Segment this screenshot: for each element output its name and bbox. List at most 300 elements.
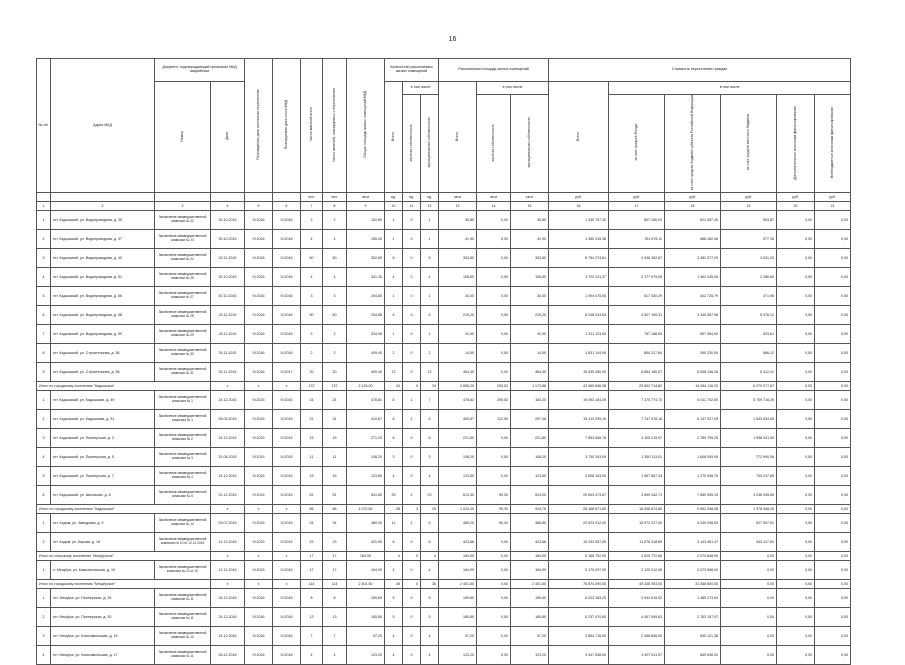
table-cell: 219,20 (439, 305, 477, 324)
table-cell: 51 (323, 485, 347, 504)
table-cell: x (211, 551, 245, 560)
table-cell: 24.12.2016 (211, 626, 245, 645)
table-cell: 0,00 (815, 210, 851, 229)
table-cell: 28 368 871,80 (549, 504, 609, 513)
table-cell: 25 802 714,82 (609, 381, 665, 390)
table-cell: 2 (37, 607, 51, 626)
col-cost-all: Всего (575, 131, 580, 141)
table-cell: 5 (385, 607, 403, 626)
table-cell: IV.2016 (273, 588, 301, 607)
table-cell: 22.12.2015 (211, 485, 245, 504)
table-cell: 0,00 (777, 409, 815, 428)
table-cell: 4 (323, 229, 347, 248)
table-cell: x (245, 579, 273, 588)
table-cell: 1 (37, 390, 51, 409)
table-cell: 666,12 (721, 343, 777, 362)
table-row (37, 466, 894, 485)
address-cell: пгт. Кадошский, ул. Пионерская, д. 5 (51, 447, 155, 466)
table-cell: 164,99 (511, 551, 549, 560)
table-cell: 0 (403, 551, 421, 560)
table-cell: 9 (421, 513, 439, 532)
table-cell: IV.2016 (245, 362, 273, 381)
table-cell: 114 (301, 579, 323, 588)
table-cell: 15 (301, 466, 323, 485)
table-cell: 30.10.2015 (211, 267, 245, 286)
table-cell: IV.2016 (273, 248, 301, 267)
table-cell: 478,82 (439, 390, 477, 409)
table-cell: 0 (403, 560, 421, 579)
table-cell: 25 (421, 504, 439, 513)
col-cost: Стоимость переселения граждан (549, 59, 851, 82)
table-cell: 3 105 215,97 (609, 428, 665, 447)
table-cell: 0,00 (721, 607, 777, 626)
table-cell: чел. (301, 192, 323, 201)
table-cell: 0,00 (721, 579, 777, 588)
col-rooms-count: Количество расселяемых жилых помещений (385, 59, 439, 82)
table-cell: 0,00 (777, 560, 815, 579)
subtotal-label: Итого по сельскому поселению "Мещёрское" (37, 551, 211, 560)
table-cell: 15 293 057,05 (549, 532, 609, 551)
doc-cell: Заключение межведомственной комиссии № 11 (155, 588, 211, 607)
table-cell: 1 350 315,36 (549, 229, 609, 248)
table-cell: 2 177 979,65 (609, 267, 665, 286)
table-cell: 8 (301, 588, 323, 607)
table-cell: 4 (323, 645, 347, 664)
table-cell: 0,00 (777, 428, 815, 447)
table-cell: IV.2017 (273, 362, 301, 381)
table-cell: 19 093 154,09 (549, 390, 609, 409)
table-cell: IV.2015 (245, 409, 273, 428)
table-cell: 3 899 342,71 (609, 485, 665, 504)
table-cell: 8 (37, 343, 51, 362)
table-cell: IV.2015 (273, 390, 301, 409)
col-cost-region: за счет средств бюджета субъекта Российской Федерации (689, 95, 694, 191)
table-cell: 17 (323, 551, 347, 560)
table-cell: 4 (37, 645, 51, 664)
col-cost-fund: за счет средств Фонда (633, 124, 638, 161)
table-cell: 0,00 (815, 513, 851, 532)
address-cell: пгт. Мещёра, ул. Пионерская, д. 26 (51, 588, 155, 607)
table-cell: 7 853 608,78 (549, 428, 609, 447)
table-cell: 3 730 343,09 (549, 447, 609, 466)
table-cell: 41,90 (511, 229, 549, 248)
table-cell (273, 192, 301, 201)
table-cell: 17 (323, 560, 347, 579)
table-cell: 99,30 (477, 504, 511, 513)
table-cell: 2 789 795,25 (665, 428, 721, 447)
table-row (37, 626, 894, 645)
table-cell: 1 543 834,60 (721, 409, 777, 428)
table-cell: 18 598 674,80 (609, 504, 665, 513)
table-cell: 24 (301, 390, 323, 409)
table-cell: чел. (323, 192, 347, 201)
table-cell: 36 (421, 579, 439, 588)
table-cell: 1 (37, 201, 51, 210)
table-cell: 3 (323, 286, 347, 305)
table-cell: 557 084,92 (665, 324, 721, 343)
table-cell: 1 978 498,40 (721, 504, 777, 513)
col-area-private: частная собственность (490, 123, 495, 162)
table-cell: IV.2016 (273, 343, 301, 362)
table-cell: кв.м (439, 192, 477, 201)
table-cell: 86 (301, 504, 323, 513)
table-cell: 20 (323, 362, 347, 381)
table-cell: 0,00 (777, 267, 815, 286)
table-cell: IV.2016 (273, 229, 301, 248)
table-cell: 3 702 311,37 (549, 267, 609, 286)
table-cell: 443 417,81 (721, 532, 777, 551)
table-cell: 0,00 (815, 409, 851, 428)
address-cell: пгт. Кадошский, ул. Пионерская, д. 7 (51, 466, 155, 485)
table-cell: 3 125 012,96 (609, 560, 665, 579)
table-cell: 164,99 (347, 560, 385, 579)
col-planned-end: Планируемая дата окончания переселения (255, 89, 260, 160)
table-cell: 123,60 (347, 466, 385, 485)
table-cell: IV.2015 (245, 390, 273, 409)
table-cell: 13 (439, 201, 477, 210)
table-cell: 0,00 (815, 626, 851, 645)
table-cell: 4 407 549,83 (609, 607, 665, 626)
table-cell: 5 023 183,25 (549, 588, 609, 607)
table-row (37, 210, 894, 229)
table-cell: 0,00 (721, 551, 777, 560)
table-cell: IV.2015 (273, 428, 301, 447)
table-cell: 6 (421, 409, 439, 428)
table-cell: 2 (51, 201, 155, 210)
table-cell: 7 850 595,19 (665, 485, 721, 504)
table-cell: 3 (421, 447, 439, 466)
table-cell: 28 (385, 504, 403, 513)
table-cell: 3 248 935,65 (721, 485, 777, 504)
table-cell: 341,30 (347, 267, 385, 286)
table-cell: 34 (301, 513, 323, 532)
table-cell: 4 (323, 267, 347, 286)
table-cell: 2 401,50 (439, 579, 477, 588)
table-cell: 20 (301, 362, 323, 381)
table-cell: IV.2015 (273, 485, 301, 504)
table-cell: 25 (385, 485, 403, 504)
col-address: Адрес МКД (51, 59, 155, 193)
table-cell: 0,00 (815, 428, 851, 447)
table-cell: 12 (421, 201, 439, 210)
table-cell: IV.2016 (245, 305, 273, 324)
table-cell: 0,00 (777, 466, 815, 485)
table-cell: 2 (323, 210, 347, 229)
doc-cell: Заключение межведомственной комиссии № 23 (155, 229, 211, 248)
doc-cell: Заключение межведомственной комиссии № 10 от 10 (155, 560, 211, 579)
col-rooms-municipal: муниципальная собственность (426, 117, 431, 168)
table-cell: 0,00 (815, 447, 851, 466)
table-cell: 13 (323, 607, 347, 626)
table-cell: 2 895,20 (439, 381, 477, 390)
table-cell: IV.2015 (245, 513, 273, 532)
table-cell: x (245, 504, 273, 513)
table-cell: x (245, 381, 273, 390)
table-cell: 5 040 098,53 (665, 513, 721, 532)
table-cell: 303,80 (511, 248, 549, 267)
table-cell: 41,90 (439, 324, 477, 343)
table-cell: IV.2015 (245, 428, 273, 447)
table-cell: IV.2016 (273, 626, 301, 645)
table-cell: 757 168,53 (609, 324, 665, 343)
table-cell: 1 485 273,54 (665, 588, 721, 607)
table-cell: 2 125,00 (347, 381, 385, 390)
table-cell: 3 631,20 (721, 248, 777, 267)
table-cell: 9 (347, 201, 385, 210)
table-cell: 0,00 (477, 229, 511, 248)
table-cell: 30.11.2015 (211, 362, 245, 381)
table-cell: руб. (815, 192, 851, 201)
table-cell: 50,40 (477, 513, 511, 532)
table-row (37, 560, 894, 579)
table-cell: 709 247,85 (721, 466, 777, 485)
table-cell: 2 074 848,00 (665, 551, 721, 560)
table-cell: 807 106,94 (609, 210, 665, 229)
doc-cell: Заключение межведомственной комиссии № 5 (155, 485, 211, 504)
table-cell: 43 969 656,38 (549, 381, 609, 390)
table-cell: 0,00 (815, 466, 851, 485)
table-cell: 1 311 123,53 (549, 324, 609, 343)
table-cell: 164,99 (347, 551, 385, 560)
table-cell: 23 (301, 532, 323, 551)
table-cell: 1 (37, 210, 51, 229)
table-cell: 3 382 577,29 (665, 248, 721, 267)
table-cell: IV.2015 (245, 485, 273, 504)
table-cell: 8 (385, 390, 403, 409)
table-cell: 527 507,91 (721, 513, 777, 532)
table-cell: 613,30 (439, 485, 477, 504)
doc-cell: Заключение межведомственной комиссии № 24 (155, 248, 211, 267)
table-cell: 14,50 (439, 343, 477, 362)
table-cell: 299,52 (477, 390, 511, 409)
table-cell: 849 638,33 (665, 645, 721, 664)
table-cell: 0,00 (815, 324, 851, 343)
table-cell: 2 (301, 210, 323, 229)
table-cell: 0,00 (477, 626, 511, 645)
table-cell: 99,30 (477, 485, 511, 504)
table-cell: 12.12.2016 (211, 532, 245, 551)
table-row (37, 428, 894, 447)
subtotal-row (37, 579, 894, 588)
table-cell (51, 192, 155, 201)
table-cell: x (211, 579, 245, 588)
table-cell: 0,00 (815, 362, 851, 381)
table-cell: 7 (301, 201, 323, 210)
table-cell: 123,60 (511, 466, 549, 485)
table-cell: IV.2016 (245, 248, 273, 267)
table-cell: 3 (37, 428, 51, 447)
address-cell: пгт. Кадошский, ул. Строительная, д. 56 (51, 343, 155, 362)
table-cell: 0,00 (815, 485, 851, 504)
table-cell: 630 121,38 (665, 626, 721, 645)
table-cell: 1 (421, 229, 439, 248)
table-cell: 271,20 (347, 428, 385, 447)
table-cell: 1 631 144,99 (549, 343, 609, 362)
table-cell: 5 168 702,00 (549, 551, 609, 560)
col-doc-number: Номер (179, 130, 184, 142)
table-cell: 31 368 800,00 (665, 579, 721, 588)
table-cell: 24.12.2015 (211, 428, 245, 447)
table-cell: 1 (421, 286, 439, 305)
table-cell: 13 (301, 607, 323, 626)
address-cell: пгт. Кадошский, ул. Водопроводная, д. 35 (51, 210, 155, 229)
table-cell: 0,00 (777, 343, 815, 362)
table-cell: 3 (37, 248, 51, 267)
table-cell: IV.2016 (273, 210, 301, 229)
table-cell: 108,20 (511, 447, 549, 466)
table-cell: 464,40 (511, 362, 549, 381)
col-area-all: Всего (454, 131, 459, 141)
table-cell: 0 (403, 248, 421, 267)
table-cell: 1 462 045,06 (665, 267, 721, 286)
table-cell: 12 (385, 362, 403, 381)
table-cell: 20.11.2015 (211, 305, 245, 324)
table-cell: 6 011 702,69 (665, 390, 721, 409)
table-row (37, 248, 894, 267)
table-cell: 159,60 (439, 588, 477, 607)
table-cell: 50 (323, 305, 347, 324)
table-cell: 4 (421, 560, 439, 579)
table-cell: 165,80 (511, 607, 549, 626)
table-cell: 0,00 (477, 645, 511, 664)
col-cost-by-source: в том числе (609, 82, 851, 95)
table-cell: 1 173,86 (511, 381, 549, 390)
table-row (37, 343, 894, 362)
page-number: 16 (448, 36, 457, 43)
table-cell: 2 466 846,00 (609, 626, 665, 645)
table-cell: 17 (609, 201, 665, 210)
table-cell: 2 153 157,97 (665, 607, 721, 626)
table-cell: IV.2016 (245, 645, 273, 664)
table-body (37, 192, 894, 664)
table-cell: 41,90 (439, 229, 477, 248)
table-cell: 108,20 (439, 447, 477, 466)
table-cell: 20.11.2015 (211, 248, 245, 267)
table-cell: IV.2016 (245, 588, 273, 607)
table-cell: 26.12.2016 (211, 645, 245, 664)
address-cell: пгт. Кадом, ул. Заводская, д. 9 (51, 513, 155, 532)
units-row (37, 192, 894, 201)
table-cell: 0 (403, 305, 421, 324)
table-cell: 7 375 774,72 (609, 390, 665, 409)
table-cell: IV.2016 (273, 645, 301, 664)
table-cell: 18 084 116,20 (665, 381, 721, 390)
table-cell: 3 947 538,00 (549, 645, 609, 664)
doc-cell: Заключение межведомственной комиссии № 30 (155, 343, 211, 362)
table-cell: 5 476,12 (721, 305, 777, 324)
table-cell: 0,00 (477, 428, 511, 447)
table-cell: 0,00 (477, 607, 511, 626)
table-cell: 0,00 (777, 588, 815, 607)
table-cell: 15 (323, 466, 347, 485)
address-cell: пгт. Кадошский, ул. Водопроводная, д. 40 (51, 248, 155, 267)
doc-cell: Заключение межведомственной комиссии № 27 (155, 286, 211, 305)
table-cell: 30.10.2015 (211, 210, 245, 229)
table-cell: 123,20 (347, 645, 385, 664)
col-cost-extra-funds: Внебюджетные источники финансирования (829, 107, 834, 179)
table-cell: 0,00 (815, 248, 851, 267)
table-cell: x (273, 579, 301, 588)
table-cell: 152,80 (347, 210, 385, 229)
address-cell: п. Мещёра, ул. Комсомольская, д. 19 (51, 560, 155, 579)
table-cell: 22 023 912,00 (549, 513, 609, 532)
table-cell: 761 676,11 (609, 229, 665, 248)
subtotal-row (37, 504, 894, 513)
table-cell: 386,80 (511, 513, 549, 532)
table-cell: 1 094 475,50 (549, 286, 609, 305)
table-cell: 3 (155, 201, 211, 210)
table-cell: IV.2015 (245, 560, 273, 579)
table-cell: 0 (403, 286, 421, 305)
table-cell: x (211, 381, 245, 390)
table-cell: 11 (323, 447, 347, 466)
table-cell: 6 (385, 532, 403, 551)
table-cell: 14 (477, 201, 511, 210)
table-cell (155, 192, 211, 201)
address-cell: пгт. Кадошский, ул. Пионерская, д. 3 (51, 428, 155, 447)
table-cell: 30.11.2015 (211, 343, 245, 362)
table-cell: IV.2015 (273, 409, 301, 428)
table-cell: 8 248 313,63 (549, 305, 609, 324)
table-cell: 34 (385, 381, 403, 390)
doc-cell: Заключение межведомственной комиссии № 10 от 12.12.2016 (155, 532, 211, 551)
table-cell: 164,99 (511, 560, 549, 579)
table-cell: 76 874 390,00 (549, 579, 609, 588)
table-cell: ед. (421, 192, 439, 201)
table-cell: 97,20 (439, 626, 477, 645)
table-cell: 0,00 (477, 551, 511, 560)
table-cell: 2 401,50 (511, 579, 549, 588)
table-cell: 0 (403, 626, 421, 645)
col-planned-demolish: Планируемая дата сноса МКД (283, 99, 288, 150)
table-cell: x (273, 504, 301, 513)
table-cell: 0,00 (777, 324, 815, 343)
table-cell: 31 (301, 409, 323, 428)
table-cell: 8 754 274,81 (549, 248, 609, 267)
table-cell: 5 (421, 588, 439, 607)
table-cell: 45,80 (439, 210, 477, 229)
table-cell: 4 (385, 626, 403, 645)
table-cell: IV.2015 (245, 447, 273, 466)
table-cell: 2 286,65 (721, 267, 777, 286)
table-cell: 26.12.2016 (211, 588, 245, 607)
doc-cell: Заключение межведомственной комиссии № 14 (155, 513, 211, 532)
table-cell: 0,00 (815, 229, 851, 248)
table-cell: 159,60 (511, 588, 549, 607)
table-cell: 410,67 (347, 409, 385, 428)
table-cell: 514,00 (511, 485, 549, 504)
table-cell: 854 217,84 (609, 343, 665, 362)
table-cell: 478,81 (347, 390, 385, 409)
table-cell: 1 958 441,55 (721, 428, 777, 447)
table-cell: 2 073 968,00 (665, 560, 721, 579)
table-cell: 09.07.2015 (211, 513, 245, 532)
table-cell: 7 (37, 324, 51, 343)
table-cell: IV.2016 (273, 286, 301, 305)
table-cell: 0 (403, 267, 421, 286)
table-cell: 2 (403, 485, 421, 504)
table-cell: 0,00 (815, 607, 851, 626)
table-cell: 123,20 (511, 645, 549, 664)
table-cell: 0 (403, 324, 421, 343)
table-cell: ед. (385, 192, 403, 201)
table-cell: 36 (385, 579, 403, 588)
table-cell: IV.2015 (273, 560, 301, 579)
doc-cell: Заключение межведомственной комиссии № 28 (155, 305, 211, 324)
table-cell: 409,40 (347, 362, 385, 381)
table-cell (211, 192, 245, 201)
table-cell: 31.08.2015 (211, 447, 245, 466)
